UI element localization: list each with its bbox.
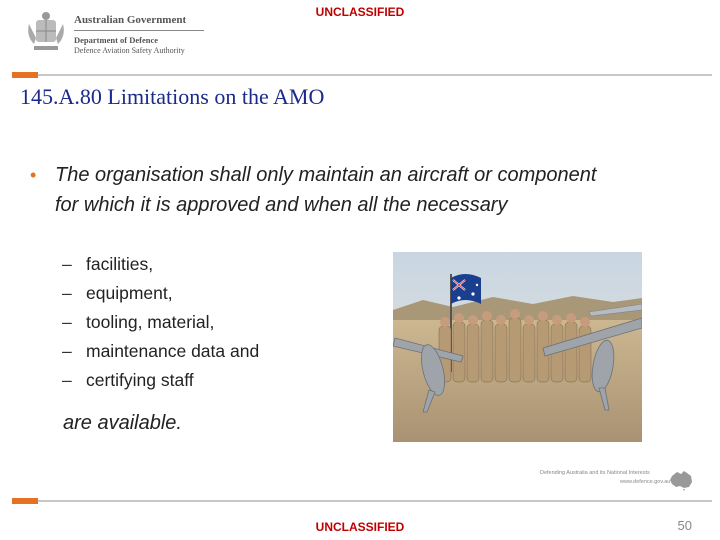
main-bullet-text: The organisation shall only maintain an aircraft or component for which it is approved and when all the necessary — [55, 164, 597, 216]
authority-name: Defence Aviation Safety Authority — [74, 46, 185, 55]
footer-tagline — [540, 468, 690, 494]
list-item-text: facilities, — [86, 254, 154, 274]
australian-government-logo — [26, 10, 196, 60]
list-item — [62, 250, 259, 279]
closing-text: are available. — [63, 412, 182, 434]
tagline-text: Defending Australia and its National Interests — [540, 470, 650, 476]
dash-icon: – — [62, 254, 72, 274]
page-number: 50 — [677, 518, 692, 533]
uav-team-photo — [393, 252, 642, 442]
list-item — [62, 337, 259, 366]
classification-top: UNCLASSIFIED — [315, 5, 405, 19]
header-rule — [12, 72, 712, 78]
website-link[interactable]: www.defence.gov.au — [620, 479, 671, 485]
dash-icon: – — [62, 283, 72, 303]
slide-title: 145.A.80 Limitations on the AMO — [20, 84, 325, 109]
australia-map-icon — [668, 468, 694, 492]
list-item-text: maintenance data and — [86, 341, 260, 361]
list-item-text: tooling, material, — [86, 312, 215, 332]
main-bullet — [30, 160, 610, 220]
list-item — [62, 308, 259, 337]
bullet-dot-icon: • — [30, 165, 37, 185]
footer-rule — [12, 498, 712, 504]
list-item — [62, 279, 259, 308]
dash-icon: – — [62, 341, 72, 361]
coat-of-arms-icon — [26, 10, 66, 56]
government-name: Australian Government — [74, 14, 187, 26]
list-item — [62, 366, 259, 395]
list-item-text: equipment, — [86, 283, 173, 303]
department-name: Department of Defence — [74, 35, 159, 45]
list-item-text: certifying staff — [86, 370, 194, 390]
dash-icon: – — [62, 312, 72, 332]
classification-bottom: UNCLASSIFIED — [315, 520, 405, 534]
logo-divider — [74, 30, 204, 31]
dash-icon: – — [62, 370, 72, 390]
requirements-list — [62, 250, 259, 395]
